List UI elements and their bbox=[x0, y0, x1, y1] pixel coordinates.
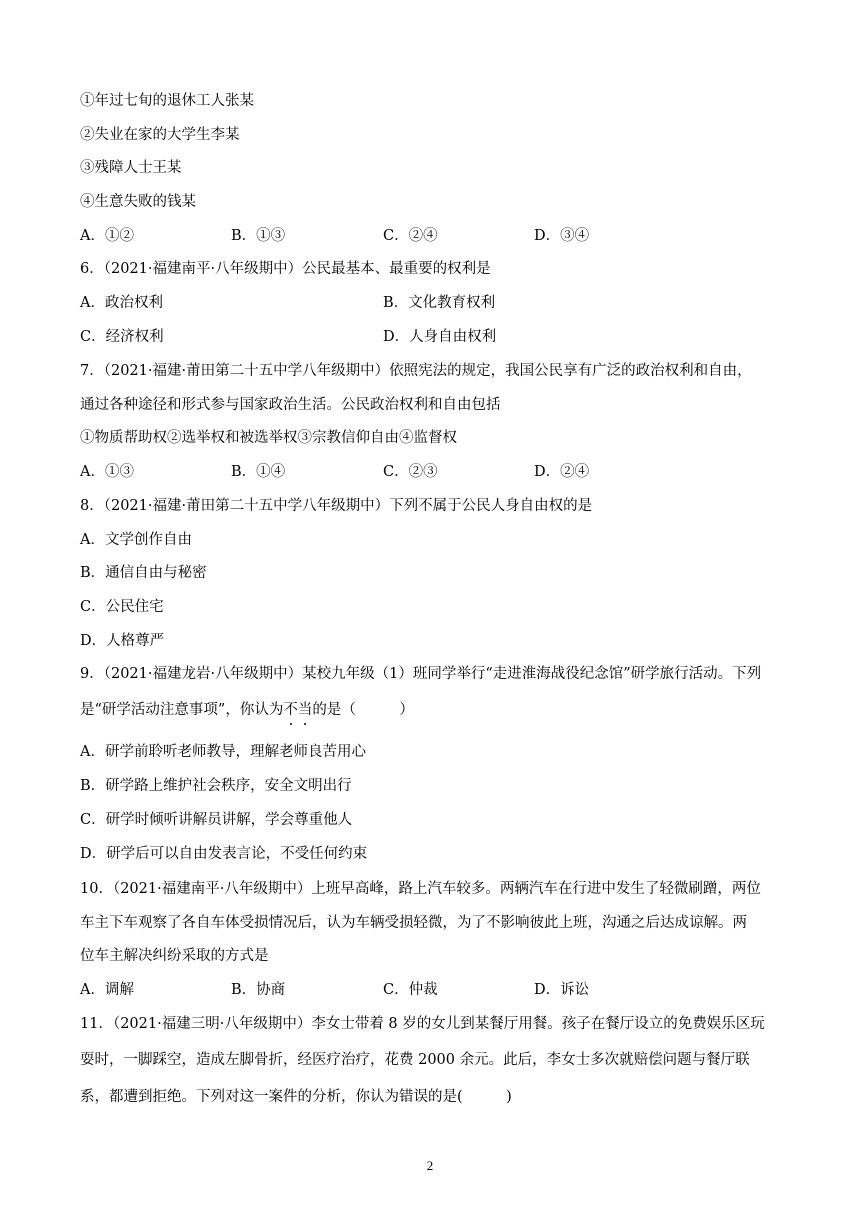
question-7-stem: 7．（2021·福建·莆田第二十五中学八年级期中）依照宪法的规定，我国公民享有广泛的政治权利和自由， bbox=[80, 363, 752, 379]
stem-text: 是“研学活动注意事项”，你认为 bbox=[80, 702, 284, 718]
option-a: A．调解 bbox=[80, 982, 134, 998]
option-d: D．诉讼 bbox=[534, 982, 590, 998]
option-a: A．研学前聆听老师教导，理解老师良苦用心 bbox=[80, 744, 366, 760]
option-c: C．仲裁 bbox=[383, 982, 438, 998]
page-number: 2 bbox=[426, 1158, 434, 1173]
question-7-items: ①物质帮助权②选举权和被选举权③宗教信仰自由④监督权 bbox=[80, 430, 457, 446]
choice-item-4: ④生意失败的钱某 bbox=[80, 194, 196, 210]
question-10-stem-cont: 位车主解决纠纷采取的方式是 bbox=[80, 948, 269, 964]
option-b: B．文化教育权利 bbox=[383, 295, 496, 311]
question-11-stem-cont: 耍时，一脚踩空，造成左脚骨折，经医疗治疗，花费 2000 余元。此后，李女士多次就赔偿问题与餐厅联 bbox=[80, 1052, 750, 1068]
option-b: B．研学路上维护社会秩序，安全文明出行 bbox=[80, 778, 352, 794]
question-6-stem: 6．（2021·福建南平·八年级期中）公民最基本、最重要的权利是 bbox=[80, 261, 491, 277]
question-9-stem-cont bbox=[80, 700, 414, 720]
emphasis-char: 不 bbox=[283, 702, 298, 718]
option-d: D．③④ bbox=[534, 228, 590, 244]
option-c: C．研学时倾听讲解员讲解，学会尊重他人 bbox=[80, 812, 353, 828]
option-c: C．②④ bbox=[383, 228, 438, 244]
option-a: A．文学创作自由 bbox=[80, 532, 192, 548]
option-c: C．公民住宅 bbox=[80, 599, 164, 615]
option-a: A．①③ bbox=[80, 464, 134, 480]
question-8-stem: 8．（2021·福建·莆田第二十五中学八年级期中）下列不属于公民人身自由权的是 bbox=[80, 498, 593, 514]
option-d: D．人格尊严 bbox=[80, 633, 165, 649]
option-b: B．①③ bbox=[231, 228, 286, 244]
choice-item-3: ③残障人士王某 bbox=[80, 160, 182, 176]
option-d: D．②④ bbox=[534, 464, 590, 480]
option-c: C．经济权利 bbox=[80, 329, 164, 345]
option-b: B．①④ bbox=[231, 464, 286, 480]
option-d: D．人身自由权利 bbox=[383, 329, 497, 345]
question-10-stem: 10．（2021·福建南平·八年级期中）上班早高峰，路上汽车较多。两辆汽车在行进中发生了轻微刷蹭，两位 bbox=[80, 881, 761, 897]
option-b: B．通信自由与秘密 bbox=[80, 565, 207, 581]
question-10-stem-cont: 车主下车观察了各自车体受损情况后，认为车辆受损轻微，为了不影响彼此上班，沟通之后达成谅解。两 bbox=[80, 915, 747, 931]
stem-text: 的是（ ） bbox=[312, 702, 414, 718]
question-9-stem: 9．（2021·福建龙岩·八年级期中）某校九年级（1）班同学举行“走进淮海战役纪念馆”研学旅行活动。下列 bbox=[80, 666, 762, 682]
question-11-stem-cont: 系，都遭到拒绝。下列对这一案件的分析，你认为错误的是( ) bbox=[80, 1089, 512, 1105]
option-c: C．②③ bbox=[383, 464, 438, 480]
choice-item-1: ①年过七旬的退休工人张某 bbox=[80, 93, 254, 109]
option-d: D．研学后可以自由发表言论，不受任何约束 bbox=[80, 846, 368, 862]
option-a: A．①② bbox=[80, 228, 134, 244]
question-7-stem-cont: 通过各种途径和形式参与国家政治生活。公民政治权利和自由包括 bbox=[80, 397, 501, 413]
question-11-stem: 11．（2021·福建三明·八年级期中）李女士带着 8 岁的女儿到某餐厅用餐。孩子在餐厅设立的免费娱乐区玩 bbox=[80, 1016, 765, 1032]
option-b: B．协商 bbox=[231, 982, 286, 998]
emphasis-char: 当 bbox=[297, 702, 313, 718]
choice-item-2: ②失业在家的大学生李某 bbox=[80, 127, 240, 143]
option-a: A．政治权利 bbox=[80, 295, 163, 311]
